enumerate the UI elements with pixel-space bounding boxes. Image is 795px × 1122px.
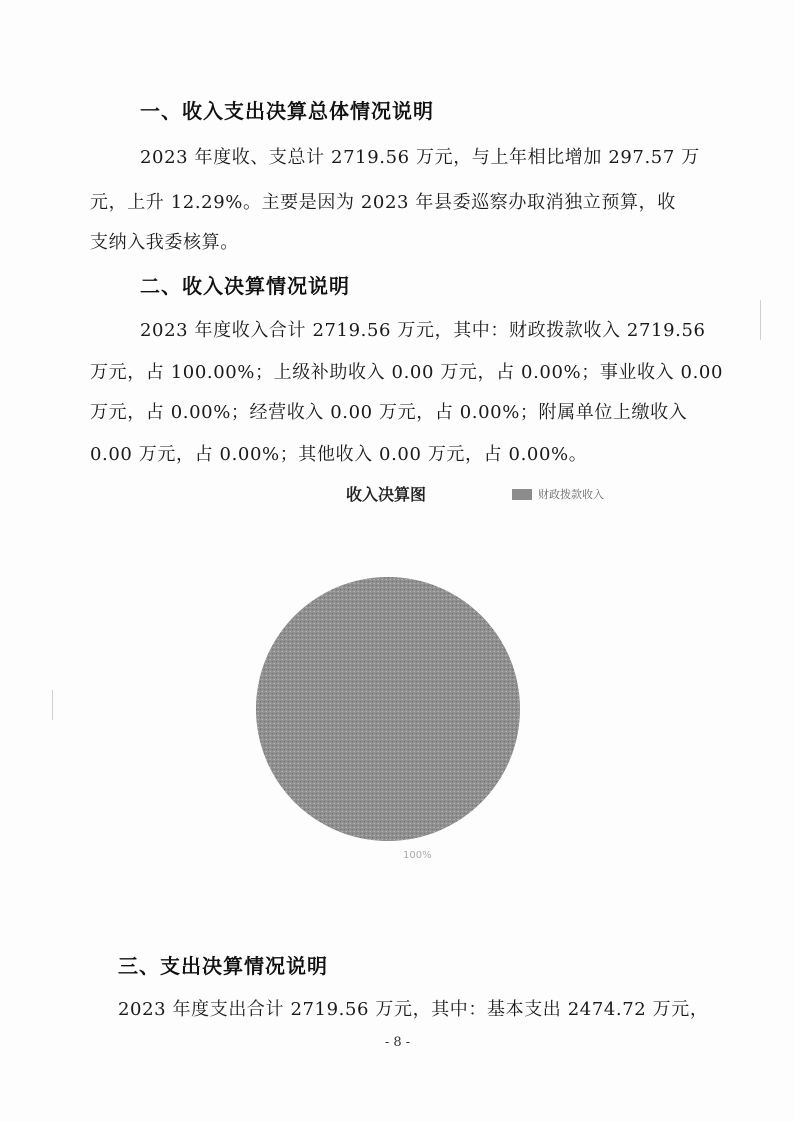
chart-title: 收入决算图 <box>346 485 427 504</box>
scan-mark-right <box>760 300 761 340</box>
section2-line-4: 0.00 万元，占 0.00%；其他收入 0.00 万元，占 0.00%。 <box>90 444 588 465</box>
section2-line-1: 2023 年度收入合计 2719.56 万元，其中：财政拨款收入 2719.56 <box>140 320 706 341</box>
section1-line-3: 支纳入我委核算。 <box>90 232 239 253</box>
section2-line-3: 万元，占 0.00%；经营收入 0.00 万元，占 0.00%；附属单位上缴收入 <box>90 402 688 423</box>
pie-chart <box>254 575 522 843</box>
chart-legend <box>512 486 604 502</box>
section1-line-2: 元，上升 12.29%。主要是因为 2023 年县委巡察办取消独立预算，收 <box>90 192 676 213</box>
section2-heading: 二、收入决算情况说明 <box>140 274 350 298</box>
legend-label: 财政拨款收入 <box>538 488 604 501</box>
section1-heading: 一、收入支出决算总体情况说明 <box>140 99 434 123</box>
section3-heading: 三、支出决算情况说明 <box>118 954 328 978</box>
section1-line-1: 2023 年度收、支总计 2719.56 万元，与上年相比增加 297.57 万 <box>140 147 700 168</box>
pie-slice-label: 100% <box>403 850 432 861</box>
section3-line-1: 2023 年度支出合计 2719.56 万元，其中：基本支出 2474.72 万元， <box>118 999 709 1020</box>
page-number: - 8 - <box>384 1035 411 1050</box>
section2-line-2: 万元，占 100.00%；上级补助收入 0.00 万元，占 0.00%；事业收入 0.00 <box>90 362 724 383</box>
scan-mark-left <box>52 690 53 720</box>
pie-slice-财政拨款收入 <box>256 577 520 841</box>
pie-chart-svg <box>254 575 522 843</box>
legend-swatch <box>512 489 532 500</box>
